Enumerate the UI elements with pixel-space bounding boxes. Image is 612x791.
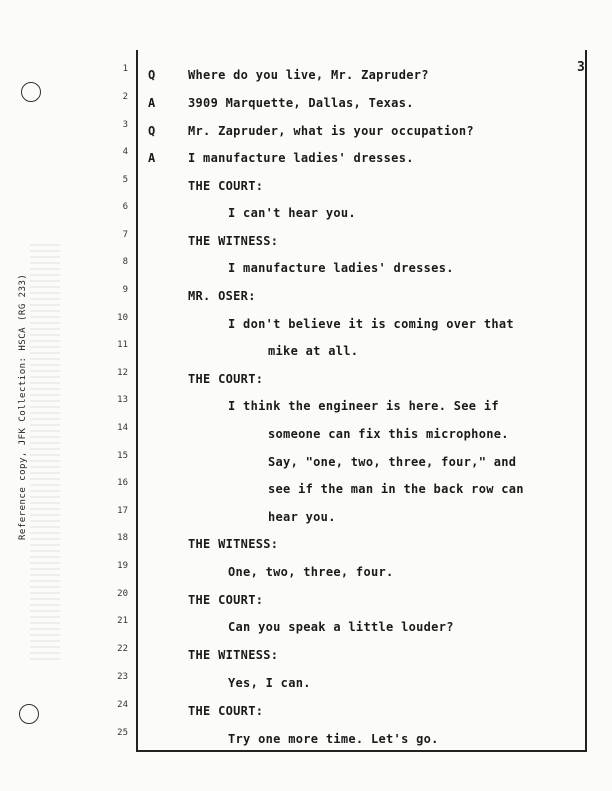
transcript-line-text: Yes, I can. [228,676,311,690]
transcript-line-text: THE COURT: [188,593,264,607]
qa-marker: Q [148,124,156,138]
transcript-line-text: THE WITNESS: [188,648,279,662]
line-number: 20 [117,589,128,599]
line-number: 17 [117,506,128,516]
transcript-line-text: I manufacture ladies' dresses. [188,151,414,165]
transcript-line-text: Say, "one, two, three, four," and [268,455,517,469]
line-number: 13 [117,395,128,405]
punch-hole-bottom [19,704,39,724]
page-number: 3 [577,60,585,75]
transcript-line-text: One, two, three, four. [228,565,394,579]
line-number: 12 [117,368,128,378]
transcript-line-text: Where do you live, Mr. Zapruder? [188,68,429,82]
transcript-line-text: I don't believe it is coming over that [228,317,514,331]
transcript-line-text: I manufacture ladies' dresses. [228,261,454,275]
transcript-line-text: Try one more time. Let's go. [228,732,439,746]
transcript-line-text: see if the man in the back row can [268,482,524,496]
transcript-line-text: mike at all. [268,344,359,358]
transcript-line-text: I think the engineer is here. See if [228,399,499,413]
line-number: 1 [122,64,128,74]
transcript-line-text: Mr. Zapruder, what is your occupation? [188,124,474,138]
line-number: 24 [117,700,128,710]
transcript-line-text: THE WITNESS: [188,537,279,551]
line-number: 21 [117,616,128,626]
scan-noise-strip [30,240,60,660]
transcript-line-text: 3909 Marquette, Dallas, Texas. [188,96,414,110]
line-number: 25 [117,728,128,738]
transcript-line-text: hear you. [268,510,336,524]
line-number: 9 [122,285,128,295]
transcript-line-text: Can you speak a little louder? [228,620,454,634]
transcript-line-text: I can't hear you. [228,206,356,220]
line-number: 22 [117,644,128,654]
line-number: 3 [122,120,128,130]
transcript-line-text: THE COURT: [188,704,264,718]
line-number: 4 [122,147,128,157]
line-number: 5 [122,175,128,185]
qa-marker: Q [148,68,156,82]
transcript-line-text: someone can fix this microphone. [268,427,509,441]
line-number: 2 [122,92,128,102]
archive-side-label: Reference copy, JFK Collection: HSCA (RG 233) [18,273,28,540]
line-number: 11 [117,340,128,350]
punch-hole-top [21,82,41,102]
line-number: 16 [117,478,128,488]
transcript-line-text: MR. OSER: [188,289,256,303]
line-number: 14 [117,423,128,433]
line-number: 7 [122,230,128,240]
line-number: 8 [122,257,128,267]
line-number: 10 [117,313,128,323]
line-number: 19 [117,561,128,571]
qa-marker: A [148,96,156,110]
line-number: 15 [117,451,128,461]
line-number: 6 [122,202,128,212]
transcript-line-text: THE COURT: [188,179,264,193]
transcript-line-text: THE COURT: [188,372,264,386]
line-number: 18 [117,533,128,543]
transcript-line-text: THE WITNESS: [188,234,279,248]
line-number: 23 [117,672,128,682]
qa-marker: A [148,151,156,165]
